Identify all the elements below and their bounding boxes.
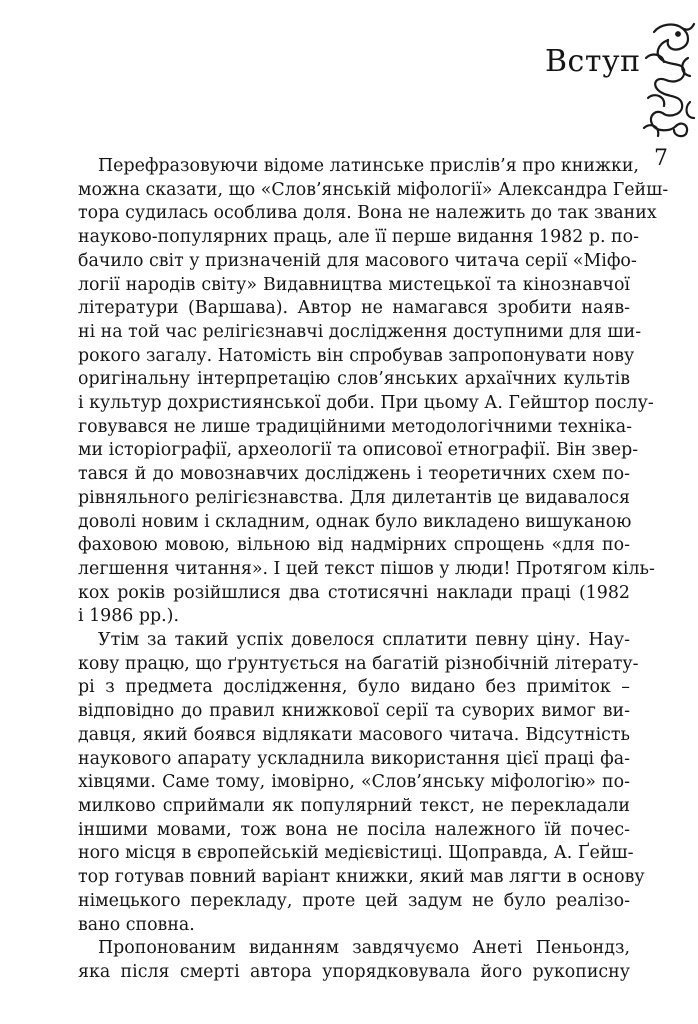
- page-title: Вступ: [545, 44, 641, 79]
- text-line: тався й до мовознавчих досліджень і теоретичних схем по-: [78, 464, 630, 485]
- text-line: легшення читання». І цей текст пішов у люди! Протягом кіль-: [78, 558, 655, 579]
- paragraph-1: [78, 155, 669, 629]
- text-line: милково сприймали як популярний текст, не перекладали: [78, 795, 630, 816]
- body-text: [78, 155, 669, 985]
- text-line: наукового апарату ускладнила використання цієї праці фа-: [78, 748, 630, 769]
- text-line: німецького перекладу, проте цей задум не було реалізо-: [78, 890, 630, 911]
- text-line: фаховою мовою, вільною від надмірних спрощень «для по-: [78, 535, 630, 556]
- text-line: і 1986 рр.).: [78, 606, 179, 627]
- text-line: рі з предмета дослідження, було видано без приміток –: [78, 677, 630, 698]
- text-line: яка після смерті автора упорядковувала його рукописну: [78, 961, 630, 982]
- text-line: говувався не лише традиційними методологічними техніка-: [78, 416, 633, 437]
- text-line: доволі новим і складним, однак було викладено вишуканою: [78, 511, 632, 532]
- text-line: вано сповна.: [78, 914, 195, 935]
- text-line: літератури (Варшава). Автор не намагався зробити наяв-: [78, 298, 630, 319]
- text-line: кову працю, що ґрунтується на багатій різнобічній літерату-: [78, 653, 639, 674]
- text-line: давця, який боявся відлякати масового читача. Відсутність: [78, 724, 630, 745]
- text-line: рівняльного релігієзнавства. Для дилетантів це видавалося: [78, 487, 630, 508]
- text-line: кох років розійшлися два стотисячні наклади праці (1982: [78, 582, 630, 603]
- text-line: Утім за такий успіх довелося сплатити певну ціну. Нау-: [98, 630, 630, 651]
- text-line: іншими мовами, тож вона не посіла належного їй почес-: [78, 819, 630, 840]
- text-line: Пропонованим виданням завдячуємо Анеті Пеньондз,: [98, 938, 630, 959]
- text-line: можна сказати, що «Слов’янській міфології» Александра Гейш-: [78, 179, 669, 200]
- page-number: 7: [654, 146, 668, 171]
- text-line: тора судилась особлива доля. Вона не належить до так званих: [78, 203, 657, 224]
- text-line: бачило світ у призначеній для масового читача серії «Міфо-: [78, 250, 637, 271]
- text-line: рокого загалу. Натомість він спробував запропонувати нову: [78, 345, 635, 366]
- paragraph-2: [78, 629, 645, 937]
- text-line: ні на той час релігієзнавчі дослідження доступними для ши-: [78, 321, 642, 342]
- celtic-dragon-ornament-icon: [640, 18, 696, 140]
- text-line: хівцями. Саме тому, імовірно, «Слов’янську міфологію» по-: [78, 772, 630, 793]
- text-line: науково-популярних праць, але її перше видання 1982 р. по-: [78, 227, 639, 248]
- text-line: і культур дохристиянської доби. При цьому А. Гейштор послу-: [78, 393, 654, 414]
- text-line: Перефразовуючи відоме латинське прислів’я про книжки,: [98, 156, 639, 176]
- text-line: ми історіографії, археології та описової етнографії. Він звер-: [78, 440, 639, 461]
- text-line: оригінальну інтерпретацію слов’янських архаїчних культів: [78, 369, 630, 390]
- text-line: тор готував повний варіант книжки, який мав лягти в основу: [78, 867, 645, 888]
- text-line: логії народів світу» Видавництва мистецької та кінознавчої: [78, 274, 630, 295]
- text-line: відповідно до правил книжкової серії та суворих вимог ви-: [78, 701, 630, 722]
- paragraph-3: [78, 937, 630, 984]
- text-line: ного місця в європейській медієвістиці. Щоправда, А. Ґейш-: [78, 843, 634, 864]
